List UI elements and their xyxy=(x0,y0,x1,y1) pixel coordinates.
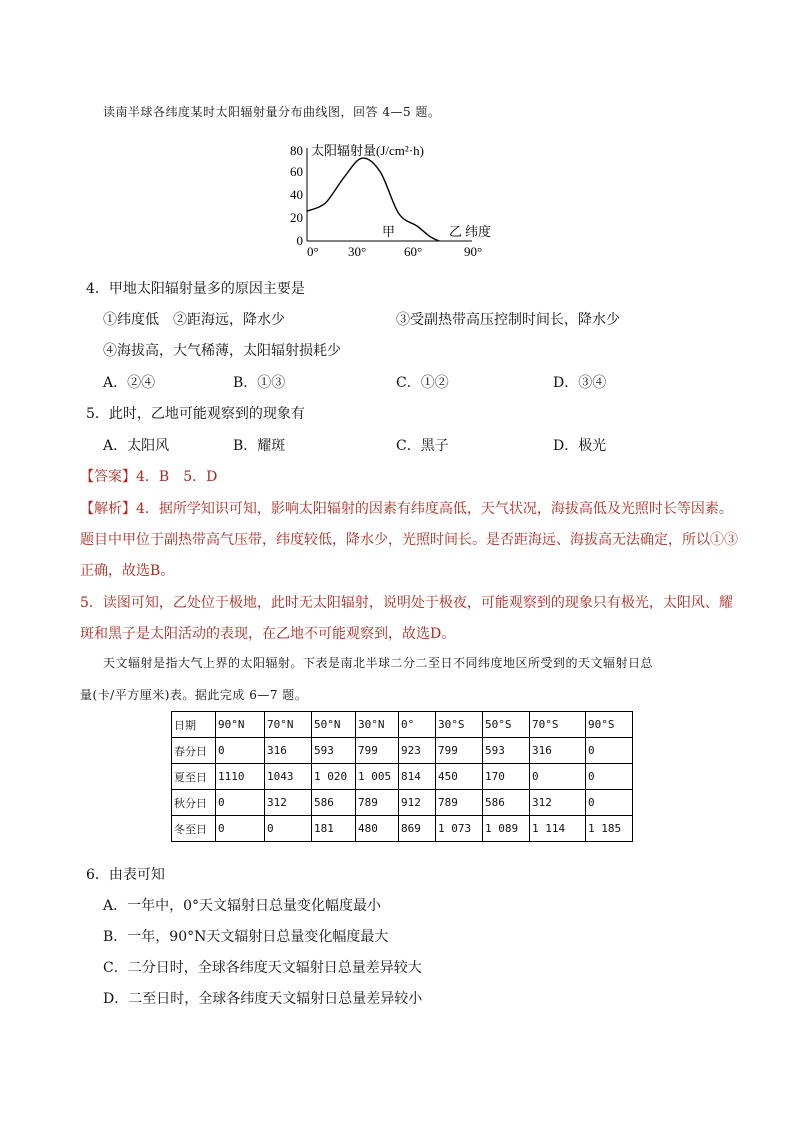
answer-line xyxy=(80,466,217,486)
table-cell: 593 xyxy=(483,738,530,764)
q5-option-d: D．极光 xyxy=(553,438,607,454)
table-cell: 869 xyxy=(399,816,436,842)
intro-passage-2-line-2: 量(卡/平方厘米)表。据此完成 6—7 题。 xyxy=(80,688,308,702)
q4-item-2: ③受副热带高压控制时间长，降水少 xyxy=(396,312,620,328)
table-header-cell: 90°N xyxy=(216,712,265,738)
question-5: 5．此时，乙地可能观察到的现象有 xyxy=(86,406,305,422)
q4-item-3: ④海拔高，大气稀薄，太阳辐射损耗少 xyxy=(103,343,341,359)
intro-passage-2-line-1: 天文辐射是指大气上界的太阳辐射。下表是南北半球二分二至日不同纬度地区所受到的天文辐射日总 xyxy=(103,656,654,670)
table-cell: 0 xyxy=(586,790,633,816)
annotation-yi: 乙 xyxy=(449,224,463,239)
table-cell: 0 xyxy=(586,738,633,764)
table-header-cell: 50°N xyxy=(312,712,356,738)
table-header-cell: 70°S xyxy=(530,712,586,738)
q5-option-a: A．太阳风 xyxy=(103,438,170,454)
x-tick-label: 60° xyxy=(404,244,423,259)
analysis-label: 【解析】 xyxy=(80,501,136,517)
table-row xyxy=(172,816,633,842)
analysis-line-3: 正确，故选B。 xyxy=(80,563,175,579)
table-cell: 586 xyxy=(483,790,530,816)
table-cell: 480 xyxy=(356,816,399,842)
table-cell: 冬至日 xyxy=(172,816,216,842)
table-cell: 450 xyxy=(436,764,483,790)
table-cell: 1 073 xyxy=(436,816,483,842)
question-4: 4．甲地太阳辐射量多的原因主要是 xyxy=(86,281,305,297)
y-tick-label: 0 xyxy=(296,233,303,248)
q5-option-b: B．耀斑 xyxy=(233,438,286,454)
table-header-cell: 日期 xyxy=(172,712,216,738)
q6-option-a: A．一年中，0°天文辐射日总量变化幅度最小 xyxy=(103,898,382,914)
x-tick-label: 30° xyxy=(348,244,367,259)
x-tick-label: 90° xyxy=(464,244,483,259)
q4-item-1: ①纬度低 ②距海远，降水少 xyxy=(103,312,285,328)
answer-label: 【答案】 xyxy=(80,469,136,485)
table-cell: 1 185 xyxy=(586,816,633,842)
table-cell: 814 xyxy=(399,764,436,790)
table-cell: 316 xyxy=(530,738,586,764)
table-cell: 586 xyxy=(312,790,356,816)
table-header-cell: 30°N xyxy=(356,712,399,738)
y-tick-label: 20 xyxy=(290,210,303,225)
answer-text: 4．B 5．D xyxy=(136,469,218,485)
table-cell: 1043 xyxy=(265,764,312,790)
analysis-line-1: 【解析】4．据所学知识可知，影响太阳辐射的因素有纬度高低，天气状况，海拔高低及光照时长等因素。 xyxy=(80,501,733,517)
radiation-table xyxy=(171,711,633,842)
table-cell: 0 xyxy=(265,816,312,842)
table-cell: 1 020 xyxy=(312,764,356,790)
table-cell: 夏至日 xyxy=(172,764,216,790)
analysis-line-4: 5．读图可知，乙处位于极地，此时无太阳辐射，说明处于极夜，可能观察到的现象只有极光，太阳风、耀 xyxy=(80,595,733,611)
x-axis-label: 纬度 xyxy=(465,224,492,239)
q6-option-d: D．二至日时，全球各纬度天文辐射日总量差异较小 xyxy=(103,991,423,1007)
table-header-cell: 70°N xyxy=(265,712,312,738)
q4-option-d: D．③④ xyxy=(553,375,607,391)
table-header-cell: 90°S xyxy=(586,712,633,738)
q4-option-c: C．①② xyxy=(396,375,449,391)
table-cell: 春分日 xyxy=(172,738,216,764)
table-cell: 1 005 xyxy=(356,764,399,790)
table-cell: 312 xyxy=(530,790,586,816)
y-tick-label: 40 xyxy=(290,187,303,202)
table-cell: 0 xyxy=(530,764,586,790)
table-cell: 0 xyxy=(216,790,265,816)
table-cell: 312 xyxy=(265,790,312,816)
table-cell: 789 xyxy=(356,790,399,816)
table-cell: 181 xyxy=(312,816,356,842)
table-cell: 0 xyxy=(586,764,633,790)
table-cell: 923 xyxy=(399,738,436,764)
table-header-cell: 0° xyxy=(399,712,436,738)
q4-option-a: A．②④ xyxy=(103,375,156,391)
analysis-line-2: 题目中甲位于副热带高气压带，纬度较低，降水少，光照时间长。是否距海远、海拔高无法确定，所以①③ xyxy=(80,532,738,548)
table-cell: 912 xyxy=(399,790,436,816)
table-cell: 593 xyxy=(312,738,356,764)
table-cell: 0 xyxy=(216,738,265,764)
y-tick-label: 80 xyxy=(290,143,303,158)
analysis-line-5: 斑和黑子是太阳活动的表现，在乙地不可能观察到，故选D。 xyxy=(80,626,456,642)
chart-title: 太阳辐射量(J/cm²·h) xyxy=(311,143,424,158)
table-header-cell: 30°S xyxy=(436,712,483,738)
radiation-curve xyxy=(307,158,439,241)
x-tick-label: 0° xyxy=(307,244,319,259)
q6-option-b: B．一年，90°N天文辐射日总量变化幅度最大 xyxy=(103,929,389,945)
q6-option-c: C．二分日时，全球各纬度天文辐射日总量差异较大 xyxy=(103,960,422,976)
q4-option-b: B．①③ xyxy=(233,375,286,391)
table-cell: 316 xyxy=(265,738,312,764)
table-cell: 1 089 xyxy=(483,816,530,842)
table-row xyxy=(172,764,633,790)
y-tick-label: 60 xyxy=(290,164,303,179)
table-cell: 0 xyxy=(216,816,265,842)
table-cell: 799 xyxy=(436,738,483,764)
annotation-jia: 甲 xyxy=(382,224,396,239)
question-6: 6．由表可知 xyxy=(86,867,165,883)
table-cell: 799 xyxy=(356,738,399,764)
table-cell: 170 xyxy=(483,764,530,790)
table-cell: 秋分日 xyxy=(172,790,216,816)
table-cell: 1110 xyxy=(216,764,265,790)
table-header-cell: 50°S xyxy=(483,712,530,738)
table-cell: 789 xyxy=(436,790,483,816)
table-header-row xyxy=(172,712,633,738)
q5-option-c: C．黑子 xyxy=(396,438,449,454)
intro-passage-1: 读南半球各纬度某时太阳辐射量分布曲线图，回答 4—5 题。 xyxy=(103,105,441,119)
table-row xyxy=(172,790,633,816)
solar-radiation-chart xyxy=(286,140,506,264)
table-cell: 1 114 xyxy=(530,816,586,842)
table-row xyxy=(172,738,633,764)
